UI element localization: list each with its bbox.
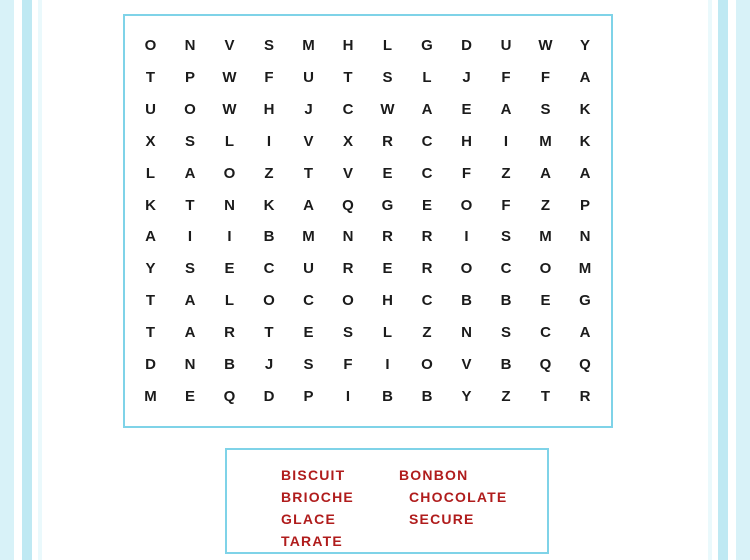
grid-letter[interactable]: M (578, 260, 592, 278)
grid-letter[interactable]: S (342, 323, 354, 341)
grid-letter[interactable]: S (303, 355, 314, 373)
grid-letter[interactable]: C (500, 260, 512, 278)
grid-letter[interactable]: L (224, 292, 235, 310)
grid-letter[interactable]: K (145, 196, 157, 214)
grid-letter[interactable]: T (343, 69, 354, 87)
page-edge-stripe-right-outer (736, 0, 750, 560)
grid-letter[interactable]: U (303, 69, 315, 87)
grid-letter[interactable]: M (302, 37, 316, 55)
grid-letter[interactable]: R (224, 323, 236, 341)
grid-letter[interactable]: O (223, 164, 236, 182)
grid-letter[interactable]: Z (422, 323, 433, 341)
grid-letter[interactable]: H (382, 292, 394, 310)
grid-letter[interactable]: E (382, 260, 393, 278)
grid-letter[interactable]: O (144, 37, 157, 55)
grid-letter[interactable]: A (184, 323, 196, 341)
grid-letter[interactable]: B (500, 292, 512, 310)
grid-letter[interactable]: O (342, 292, 355, 310)
grid-letter[interactable]: O (460, 260, 473, 278)
grid-letter[interactable]: L (422, 69, 433, 87)
grid-letter[interactable]: W (380, 101, 396, 119)
grid-letter[interactable]: M (302, 228, 316, 246)
grid-letter[interactable]: O (184, 101, 197, 119)
grid-letter[interactable]: A (579, 164, 591, 182)
grid-letter[interactable]: I (464, 228, 470, 246)
grid-letter[interactable]: G (381, 196, 394, 214)
grid-letter[interactable]: T (303, 164, 314, 182)
grid-letter[interactable]: M (539, 132, 553, 150)
grid-letter[interactable]: W (538, 37, 554, 55)
grid-letter[interactable]: B (263, 228, 275, 246)
grid-letter[interactable]: Q (579, 355, 592, 373)
grid-letter[interactable]: T (540, 387, 551, 405)
page-edge-stripe-right-middle (718, 0, 728, 560)
grid-letter[interactable]: V (303, 132, 314, 150)
word-item[interactable]: BISCUIT (281, 467, 346, 483)
grid-letter[interactable]: T (185, 196, 196, 214)
grid-letter[interactable]: H (263, 101, 275, 119)
grid-letter[interactable]: I (227, 228, 233, 246)
grid-letter[interactable]: S (263, 37, 275, 55)
grid-letter[interactable]: B (500, 355, 512, 373)
grid-letter[interactable]: V (224, 37, 235, 55)
grid-letter[interactable]: O (539, 260, 552, 278)
letter-grid-panel (123, 14, 613, 428)
grid-letter[interactable]: A (540, 164, 552, 182)
grid-letter[interactable]: A (303, 196, 315, 214)
grid-letter[interactable]: E (421, 196, 433, 214)
grid-letter[interactable]: Y (579, 37, 591, 55)
grid-letter[interactable]: T (145, 292, 156, 310)
grid-letter[interactable]: L (382, 323, 393, 341)
grid-letter[interactable]: B (421, 387, 433, 405)
word-item[interactable]: TARATE (281, 533, 343, 549)
grid-letter[interactable]: E (382, 164, 393, 182)
grid-letter[interactable]: O (460, 196, 473, 214)
grid-letter[interactable]: S (540, 101, 551, 119)
worksheet-page (42, 0, 708, 560)
grid-letter[interactable]: R (342, 260, 354, 278)
grid-letter[interactable]: K (579, 101, 591, 119)
grid-letter[interactable]: Q (539, 355, 552, 373)
page-edge-stripe-left-outer (0, 0, 14, 560)
grid-letter[interactable]: K (579, 132, 591, 150)
grid-letter[interactable]: B (224, 355, 236, 373)
grid-letter[interactable]: C (421, 132, 433, 150)
grid-letter[interactable]: R (382, 132, 394, 150)
grid-letter[interactable]: S (500, 323, 512, 341)
grid-letter[interactable]: D (145, 355, 157, 373)
grid-letter[interactable]: H (342, 37, 354, 55)
grid-letter[interactable]: F (343, 355, 354, 373)
grid-letter[interactable]: T (145, 69, 156, 87)
grid-letter[interactable]: B (461, 292, 473, 310)
grid-letter[interactable]: F (501, 196, 512, 214)
grid-letter[interactable]: L (224, 132, 235, 150)
grid-letter[interactable]: B (382, 387, 394, 405)
grid-letter[interactable]: T (145, 323, 156, 341)
grid-letter[interactable]: N (224, 196, 236, 214)
grid-letter[interactable]: M (144, 387, 158, 405)
grid-letter[interactable]: A (184, 292, 196, 310)
grid-letter[interactable]: G (421, 37, 434, 55)
grid-letter[interactable]: A (579, 69, 591, 87)
grid-letter[interactable]: N (342, 228, 354, 246)
grid-letter[interactable]: I (503, 132, 509, 150)
grid-letter[interactable]: Z (264, 164, 275, 182)
grid-letter[interactable]: Z (540, 196, 551, 214)
grid-letter[interactable]: S (500, 228, 512, 246)
word-item[interactable]: GLACE (281, 511, 336, 527)
grid-letter[interactable]: V (342, 164, 354, 182)
grid-letter[interactable]: T (264, 323, 275, 341)
grid-letter[interactable]: N (184, 37, 196, 55)
grid-letter[interactable]: P (184, 69, 196, 87)
grid-letter[interactable]: E (303, 323, 314, 341)
grid-letter[interactable]: C (263, 260, 275, 278)
grid-letter[interactable]: O (421, 355, 434, 373)
grid-letter[interactable]: J (264, 355, 274, 373)
grid-letter[interactable]: C (540, 323, 552, 341)
grid-letter[interactable]: R (579, 387, 591, 405)
grid-letter[interactable]: U (500, 37, 512, 55)
word-item[interactable]: SECURE (409, 511, 475, 527)
grid-letter[interactable]: N (579, 228, 591, 246)
grid-letter[interactable]: P (303, 387, 314, 405)
grid-letter[interactable]: F (540, 69, 551, 87)
grid-letter[interactable]: E (461, 101, 472, 119)
word-list-column-1 (281, 464, 399, 552)
grid-letter[interactable]: C (342, 101, 354, 119)
grid-letter[interactable]: Y (145, 260, 156, 278)
word-item[interactable]: BONBON (399, 467, 469, 483)
grid-letter[interactable]: V (461, 355, 472, 373)
grid-letter[interactable]: N (461, 323, 473, 341)
grid-letter[interactable]: X (145, 132, 156, 150)
grid-letter[interactable]: Z (501, 164, 512, 182)
letter-grid[interactable] (125, 16, 611, 426)
grid-letter[interactable]: I (345, 387, 351, 405)
grid-letter[interactable]: K (263, 196, 275, 214)
page-edge-stripe-left-middle (22, 0, 32, 560)
grid-letter[interactable]: Q (223, 387, 236, 405)
grid-letter[interactable]: R (382, 228, 394, 246)
grid-letter[interactable]: O (263, 292, 276, 310)
grid-letter[interactable]: A (421, 101, 433, 119)
grid-letter[interactable]: R (421, 228, 433, 246)
grid-letter[interactable]: E (184, 387, 196, 405)
grid-letter[interactable]: S (184, 132, 196, 150)
grid-letter[interactable]: I (385, 355, 391, 373)
grid-letter[interactable]: P (579, 196, 591, 214)
grid-letter[interactable]: Y (461, 387, 472, 405)
grid-letter[interactable]: A (579, 323, 591, 341)
page-edge-stripe-right-inner (708, 0, 712, 560)
word-list-panel (225, 448, 549, 554)
grid-letter[interactable]: U (303, 260, 315, 278)
word-list-column-2 (399, 464, 539, 552)
grid-letter[interactable]: S (382, 69, 393, 87)
grid-letter[interactable]: L (145, 164, 156, 182)
grid-letter[interactable]: A (500, 101, 512, 119)
grid-letter[interactable]: I (187, 228, 193, 246)
grid-letter[interactable]: D (461, 37, 473, 55)
word-list-columns (227, 464, 547, 552)
grid-letter[interactable]: U (145, 101, 157, 119)
grid-letter[interactable]: Q (342, 196, 355, 214)
grid-letter[interactable]: N (184, 355, 196, 373)
grid-letter[interactable]: J (462, 69, 472, 87)
grid-letter[interactable]: G (579, 292, 592, 310)
grid-letter[interactable]: E (224, 260, 235, 278)
word-item[interactable]: BRIOCHE (281, 489, 354, 505)
grid-letter[interactable]: L (382, 37, 393, 55)
grid-letter[interactable]: A (184, 164, 196, 182)
grid-letter[interactable]: R (421, 260, 433, 278)
grid-letter[interactable]: X (342, 132, 354, 150)
grid-letter[interactable]: W (222, 101, 238, 119)
grid-letter[interactable]: D (263, 387, 275, 405)
grid-letter[interactable]: I (266, 132, 272, 150)
word-item[interactable]: CHOCOLATE (409, 489, 508, 505)
grid-letter[interactable]: M (539, 228, 553, 246)
grid-letter[interactable]: A (145, 228, 157, 246)
grid-letter[interactable]: F (461, 164, 472, 182)
grid-letter[interactable]: E (540, 292, 551, 310)
grid-letter[interactable]: Z (501, 387, 512, 405)
grid-letter[interactable]: W (222, 69, 238, 87)
grid-letter[interactable]: S (184, 260, 196, 278)
grid-letter[interactable]: H (461, 132, 473, 150)
grid-letter[interactable]: C (303, 292, 315, 310)
grid-letter[interactable]: C (421, 164, 433, 182)
grid-letter[interactable]: C (421, 292, 433, 310)
grid-letter[interactable]: F (264, 69, 275, 87)
grid-letter[interactable]: F (501, 69, 512, 87)
grid-letter[interactable]: J (304, 101, 314, 119)
